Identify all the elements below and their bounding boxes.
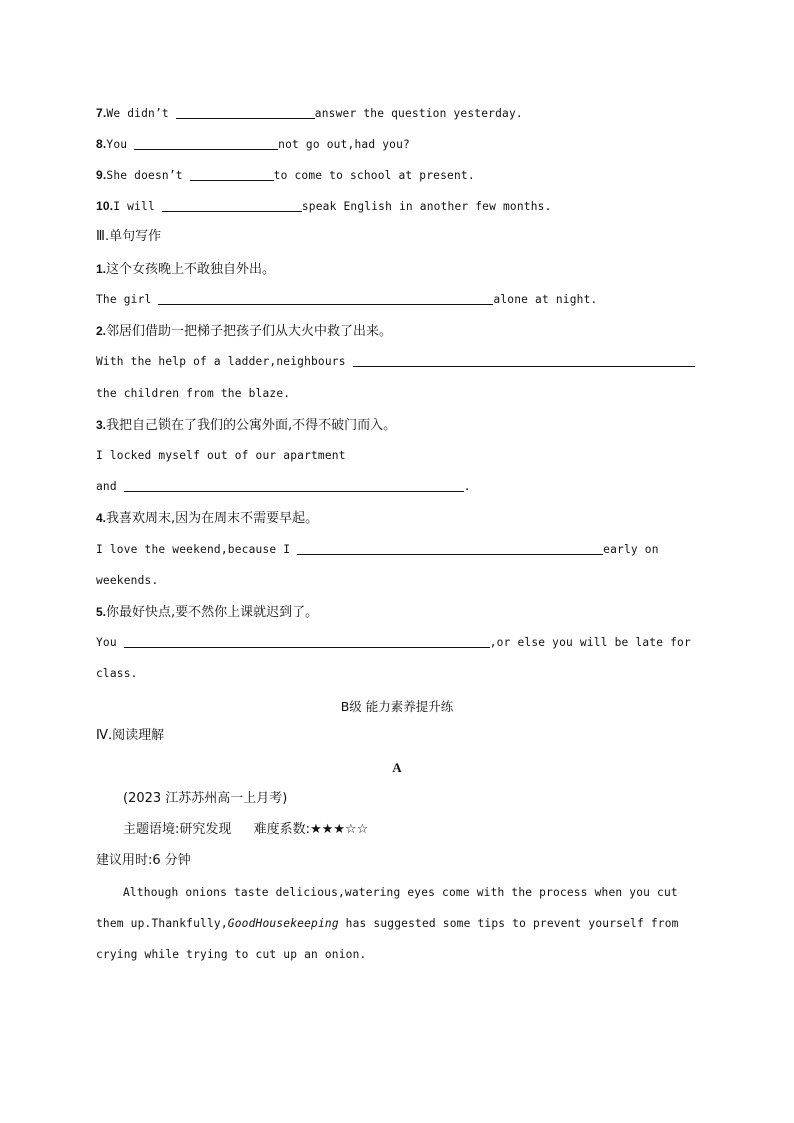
answer-blank[interactable] <box>124 635 490 648</box>
line-text-after: . <box>463 480 471 493</box>
passage-line-1: Although onions taste delicious,watering eyes come with the process when you cut <box>123 886 678 899</box>
passage-line-3: crying while trying to cut up an onion. <box>96 948 367 961</box>
item-number: 1. <box>96 262 107 276</box>
writing-prompt-5 <box>96 604 318 621</box>
writing-line <box>96 542 659 558</box>
item-text-before: I will <box>113 200 162 213</box>
magazine-name: GoodHousekeeping <box>227 917 339 930</box>
answer-blank[interactable] <box>134 137 278 150</box>
item-text-after: answer the question yesterday. <box>314 107 523 120</box>
answer-blank[interactable] <box>176 106 315 119</box>
chinese-prompt: 我喜欢周末,因为在周末不需要早起。 <box>106 511 319 526</box>
answer-blank[interactable] <box>353 354 695 367</box>
item-text-after: to come to school at present. <box>273 169 475 182</box>
writing-prompt-1 <box>96 261 275 278</box>
passage-text: them up.Thankfully, <box>96 917 228 930</box>
item-text-after: not go out,had you? <box>278 138 410 151</box>
writing-line: I locked myself out of our apartment <box>96 449 346 462</box>
writing-line: class. <box>96 667 138 680</box>
writing-line: weekends. <box>96 574 159 587</box>
item-number: 8. <box>96 137 107 151</box>
line-text-after: early on <box>603 543 659 556</box>
answer-blank[interactable] <box>158 292 493 305</box>
item-number: 10. <box>96 199 114 213</box>
line-text-after: alone at night. <box>493 293 598 306</box>
writing-line <box>96 354 695 370</box>
item-number: 4. <box>96 511 107 525</box>
topic-context: 主题语境:研究发现 <box>123 822 232 837</box>
suggested-time: 建议用时:6 分钟 <box>96 853 191 868</box>
section-heading: Ⅳ.阅读理解 <box>96 728 165 743</box>
chinese-prompt: 你最好快点,要不然你上课就迟到了。 <box>106 605 319 620</box>
writing-line <box>96 292 597 308</box>
passage-label: A <box>392 760 402 775</box>
line-text-before: I love the weekend,because I <box>96 543 298 556</box>
difficulty-stars: ★★★☆☆ <box>310 822 369 837</box>
section-heading: Ⅲ.单句写作 <box>96 229 162 244</box>
item-number: 2. <box>96 324 107 338</box>
writing-prompt-2 <box>96 323 392 340</box>
fill-item-7 <box>96 105 523 122</box>
item-text-after: speak English in another few months. <box>301 200 552 213</box>
writing-line: the children from the blaze. <box>96 387 291 400</box>
difficulty-label: 难度系数: <box>253 822 311 837</box>
item-text-before: We didn’t <box>106 107 176 120</box>
writing-line <box>96 479 471 495</box>
chinese-prompt: 邻居们借助一把梯子把孩子们从大火中救了出来。 <box>106 324 393 339</box>
item-text-before: She doesn’t <box>106 169 190 182</box>
fill-item-9 <box>96 167 475 184</box>
fill-item-8 <box>96 136 410 153</box>
answer-blank[interactable] <box>297 542 603 555</box>
item-number: 3. <box>96 418 107 432</box>
writing-prompt-4 <box>96 510 318 527</box>
answer-blank[interactable] <box>162 199 302 212</box>
line-text-before: The girl <box>96 293 159 306</box>
question-source: (2023 江苏苏州高一上月考) <box>123 791 288 806</box>
fill-item-10 <box>96 198 552 215</box>
writing-prompt-3 <box>96 417 396 434</box>
item-text-before: You <box>106 138 135 151</box>
line-text-before: and <box>96 480 124 493</box>
answer-blank[interactable] <box>190 168 274 181</box>
answer-blank[interactable] <box>124 479 464 492</box>
item-number: 9. <box>96 168 107 182</box>
line-text-before: With the help of a ladder,neighbours <box>96 355 353 368</box>
passage-line-2 <box>96 916 679 932</box>
passage-text: has suggested some tips to prevent yourself from <box>338 917 679 930</box>
topic-difficulty <box>123 822 368 838</box>
chinese-prompt: 我把自己锁在了我们的公寓外面,不得不破门而入。 <box>106 418 397 433</box>
line-text-before: You <box>96 636 124 649</box>
item-number: 7. <box>96 106 107 120</box>
line-text-after: ,or else you will be late for <box>489 636 691 649</box>
chinese-prompt: 这个女孩晚上不敢独自外出。 <box>106 262 276 277</box>
level-b-title: B级 能力素养提升练 <box>340 699 454 714</box>
writing-line <box>96 635 691 651</box>
item-number: 5. <box>96 605 107 619</box>
